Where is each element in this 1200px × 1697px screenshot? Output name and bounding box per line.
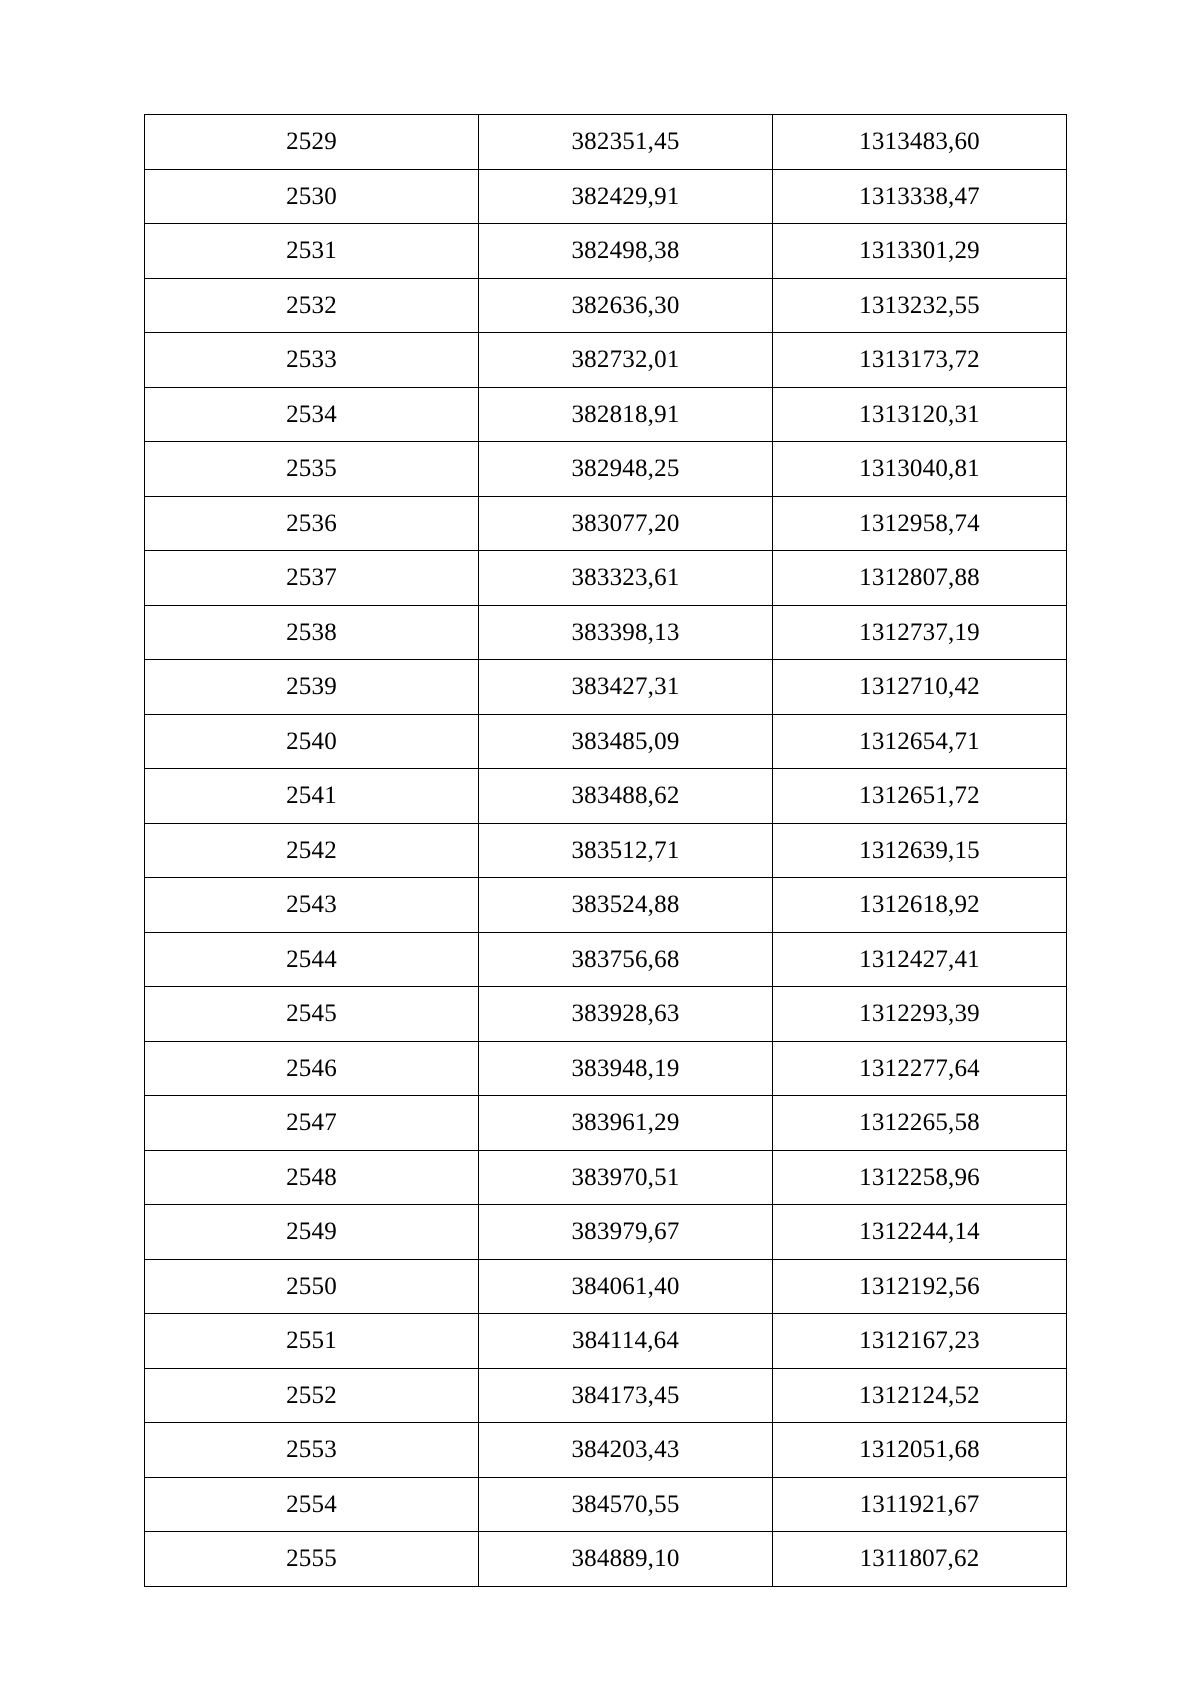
- table-row: [145, 387, 1067, 442]
- x-coordinate-cell: 383928,63: [479, 987, 773, 1042]
- table-row: [145, 1532, 1067, 1587]
- x-coordinate-cell: 382636,30: [479, 278, 773, 333]
- point-number-cell: 2533: [145, 333, 479, 388]
- y-coordinate-cell: 1312807,88: [773, 551, 1067, 606]
- table-row: [145, 224, 1067, 279]
- y-coordinate-cell: 1312124,52: [773, 1368, 1067, 1423]
- point-number-cell: 2548: [145, 1150, 479, 1205]
- point-number-cell: 2537: [145, 551, 479, 606]
- y-coordinate-cell: 1312167,23: [773, 1314, 1067, 1369]
- point-number-cell: 2549: [145, 1205, 479, 1260]
- table-row: [145, 115, 1067, 170]
- x-coordinate-cell: 383398,13: [479, 605, 773, 660]
- y-coordinate-cell: 1312265,58: [773, 1096, 1067, 1151]
- table-row: [145, 932, 1067, 987]
- table-row: [145, 1477, 1067, 1532]
- x-coordinate-cell: 382948,25: [479, 442, 773, 497]
- table-row: [145, 1096, 1067, 1151]
- point-number-cell: 2532: [145, 278, 479, 333]
- x-coordinate-cell: 383524,88: [479, 878, 773, 933]
- x-coordinate-cell: 384570,55: [479, 1477, 773, 1532]
- x-coordinate-cell: 384173,45: [479, 1368, 773, 1423]
- x-coordinate-cell: 383077,20: [479, 496, 773, 551]
- table-row: [145, 660, 1067, 715]
- x-coordinate-cell: 384061,40: [479, 1259, 773, 1314]
- x-coordinate-cell: 383970,51: [479, 1150, 773, 1205]
- coordinates-table-body: [145, 115, 1067, 1587]
- table-row: [145, 442, 1067, 497]
- y-coordinate-cell: 1313040,81: [773, 442, 1067, 497]
- point-number-cell: 2540: [145, 714, 479, 769]
- y-coordinate-cell: 1313173,72: [773, 333, 1067, 388]
- y-coordinate-cell: 1312618,92: [773, 878, 1067, 933]
- y-coordinate-cell: 1312244,14: [773, 1205, 1067, 1260]
- point-number-cell: 2544: [145, 932, 479, 987]
- x-coordinate-cell: 383961,29: [479, 1096, 773, 1151]
- point-number-cell: 2538: [145, 605, 479, 660]
- x-coordinate-cell: 382351,45: [479, 115, 773, 170]
- x-coordinate-cell: 382498,38: [479, 224, 773, 279]
- table-row: [145, 878, 1067, 933]
- x-coordinate-cell: 382732,01: [479, 333, 773, 388]
- point-number-cell: 2542: [145, 823, 479, 878]
- x-coordinate-cell: 383948,19: [479, 1041, 773, 1096]
- point-number-cell: 2554: [145, 1477, 479, 1532]
- x-coordinate-cell: 384203,43: [479, 1423, 773, 1478]
- x-coordinate-cell: 383427,31: [479, 660, 773, 715]
- point-number-cell: 2543: [145, 878, 479, 933]
- point-number-cell: 2531: [145, 224, 479, 279]
- point-number-cell: 2555: [145, 1532, 479, 1587]
- y-coordinate-cell: 1313120,31: [773, 387, 1067, 442]
- x-coordinate-cell: 383512,71: [479, 823, 773, 878]
- coordinates-table: [144, 114, 1067, 1587]
- y-coordinate-cell: 1311807,62: [773, 1532, 1067, 1587]
- table-row: [145, 1314, 1067, 1369]
- point-number-cell: 2541: [145, 769, 479, 824]
- point-number-cell: 2539: [145, 660, 479, 715]
- y-coordinate-cell: 1313338,47: [773, 169, 1067, 224]
- y-coordinate-cell: 1313483,60: [773, 115, 1067, 170]
- table-row: [145, 551, 1067, 606]
- y-coordinate-cell: 1312051,68: [773, 1423, 1067, 1478]
- point-number-cell: 2553: [145, 1423, 479, 1478]
- table-row: [145, 605, 1067, 660]
- table-row: [145, 169, 1067, 224]
- point-number-cell: 2535: [145, 442, 479, 497]
- point-number-cell: 2552: [145, 1368, 479, 1423]
- table-row: [145, 714, 1067, 769]
- y-coordinate-cell: 1312737,19: [773, 605, 1067, 660]
- x-coordinate-cell: 384889,10: [479, 1532, 773, 1587]
- y-coordinate-cell: 1313301,29: [773, 224, 1067, 279]
- point-number-cell: 2534: [145, 387, 479, 442]
- table-row: [145, 769, 1067, 824]
- x-coordinate-cell: 382429,91: [479, 169, 773, 224]
- table-row: [145, 496, 1067, 551]
- table-row: [145, 1150, 1067, 1205]
- table-row: [145, 1205, 1067, 1260]
- point-number-cell: 2546: [145, 1041, 479, 1096]
- table-row: [145, 987, 1067, 1042]
- point-number-cell: 2547: [145, 1096, 479, 1151]
- table-row: [145, 1041, 1067, 1096]
- y-coordinate-cell: 1312654,71: [773, 714, 1067, 769]
- table-row: [145, 278, 1067, 333]
- x-coordinate-cell: 383485,09: [479, 714, 773, 769]
- y-coordinate-cell: 1312710,42: [773, 660, 1067, 715]
- table-row: [145, 1368, 1067, 1423]
- point-number-cell: 2536: [145, 496, 479, 551]
- x-coordinate-cell: 383979,67: [479, 1205, 773, 1260]
- x-coordinate-cell: 384114,64: [479, 1314, 773, 1369]
- x-coordinate-cell: 383323,61: [479, 551, 773, 606]
- point-number-cell: 2530: [145, 169, 479, 224]
- y-coordinate-cell: 1312258,96: [773, 1150, 1067, 1205]
- y-coordinate-cell: 1312651,72: [773, 769, 1067, 824]
- y-coordinate-cell: 1312427,41: [773, 932, 1067, 987]
- y-coordinate-cell: 1312192,56: [773, 1259, 1067, 1314]
- table-row: [145, 823, 1067, 878]
- x-coordinate-cell: 383756,68: [479, 932, 773, 987]
- y-coordinate-cell: 1311921,67: [773, 1477, 1067, 1532]
- y-coordinate-cell: 1312958,74: [773, 496, 1067, 551]
- point-number-cell: 2551: [145, 1314, 479, 1369]
- point-number-cell: 2545: [145, 987, 479, 1042]
- x-coordinate-cell: 383488,62: [479, 769, 773, 824]
- y-coordinate-cell: 1312277,64: [773, 1041, 1067, 1096]
- x-coordinate-cell: 382818,91: [479, 387, 773, 442]
- table-row: [145, 1423, 1067, 1478]
- point-number-cell: 2529: [145, 115, 479, 170]
- y-coordinate-cell: 1312293,39: [773, 987, 1067, 1042]
- y-coordinate-cell: 1312639,15: [773, 823, 1067, 878]
- point-number-cell: 2550: [145, 1259, 479, 1314]
- y-coordinate-cell: 1313232,55: [773, 278, 1067, 333]
- table-row: [145, 333, 1067, 388]
- table-row: [145, 1259, 1067, 1314]
